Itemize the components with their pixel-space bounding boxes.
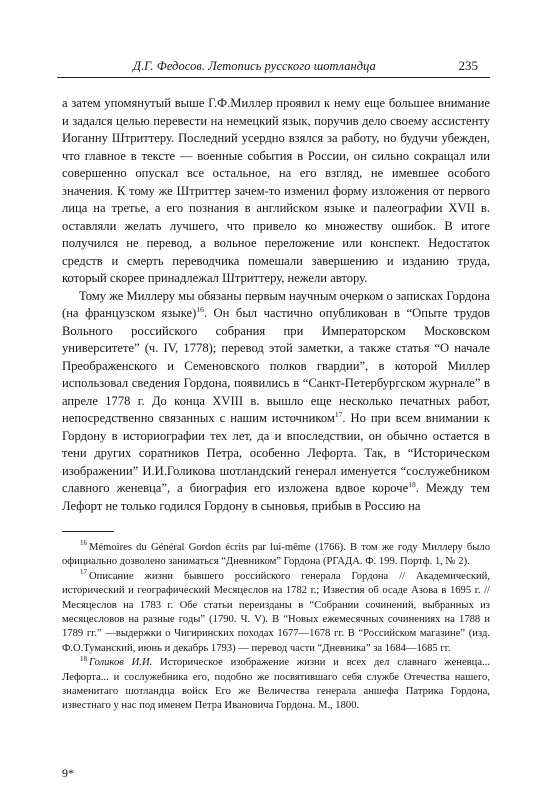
footnote-number: 18 [80,654,87,663]
footnote-17 [62,570,490,656]
paragraph-2-part-4: . Между тем Лефорт не только годился Гордону в сыновья, прибыв в Россию на [62,481,490,513]
footnote-ref-18[interactable]: 18 [408,479,416,489]
printer-signature-mark: 9* [62,766,74,780]
footnote-16 [62,541,490,570]
footnote-number: 16 [80,539,87,548]
paragraph-1: а затем упомянутый выше Г.Ф.Миллер проявил к нему еще большее внимание и задался целью перевести на немецкий язык, поручив дело своему ассистенту Иоганну Штриттеру. Последний усердно взялся за работу, но будучи убежден, что главное в тексте — военные события в России, он сильно сокращал или совершенно опускал все остальное, на его взгляд, не имевшее особого значения. К тому же Штриттер зачем-то изменил форму изложения от первого лица на третье, а его познания в английском языке и палеографии XVII в. оставляли желать лучшего, что привело ко множеству ошибок. В итоге получился не перевод, а вольное переложение или конспект. Недостаток средств и смерть переводчика помешали завершению и изданию труда, который скорее принадлежал Штриттеру, нежели автору. [62,96,490,285]
paragraph-2 [62,288,490,516]
page-number: 235 [458,58,478,73]
running-title: Д.Г. Федосов. Летопись русского шотландца [133,59,376,73]
paragraph-2-part-3: . Но при всем внимании к Гордону в историографии тех лет, да и впоследствии, он обычно остается в тени других соратников Петра, особенно Лефорта. Так, в “Историческом изображении” И.И.Голикова шотландский генерал именуется “сослужебником славного женевца”, а биография его изложена вдвое короче [62,411,490,495]
paragraph-2-part-2: . Он был частично опубликован в “Опыте трудов Вольного российского собрания при Императорском Московском университете” (ч. IV, 1778); перевод этой заметки, а также статья “О начале Преображенского и Семеновского полков гвардии”, в которой Миллер использовал сведения Гордона, появились в “Санкт-Петербургском журнале” в апреле 1778 г. До конца XVIII в. вышло еще несколько печатных работ, непосредственно связанных с нашим источником [62,306,491,425]
footnote-ref-16[interactable]: 16 [196,304,204,314]
main-text [62,95,490,515]
paragraph-2-part-1: Тому же Миллеру мы обязаны первым научным очерком о записках Гордона (на французском языке) [62,288,490,320]
footnote-divider [62,531,114,532]
footnote-text: Mémoires du Général Gordon écrits par lui-même (1766). В том же году Миллеру было официально дозволено заниматься “Дневником” Гордона (РГАДА. Ф. 199. Портф. 1, № 2). [62,542,490,568]
footnotes [62,541,490,714]
footnote-author: Голиков И.И. [89,657,153,669]
footnote-number: 17 [80,568,87,577]
running-header [57,56,490,78]
footnote-18 [62,656,490,714]
footnote-text: Описание жизни бывшего российского генерала Гордона // Академический, исторический и географический Месяцеслов на 1782 г.; Известия об осаде Азова в 1695 г. // Месяцеслов на 1783 г. Обе статьи переизданы в “Собрании сочинений, выбранных из месяцесловов на разные годы” (1790. Ч. V). В “Новых ежемесячных сочинениях на 1788 и 1789 гг.” —выдержки о Чигиринских походах 1677—1678 гг. В “Российском магазине” (изд. Ф.О.Туманский, июнь и декабрь 1793) — перевод части “Дневника” за 1684—1685 гг. [62,570,490,654]
footnote-ref-17[interactable]: 17 [334,409,343,419]
footnote-text: Историческое изображение жизни и всех дел славнаго женевца... Лефорта... и сослужебника его, подобно же посвятившаго себя службе Отечества нашего, знаменитаго шотландца войск Его же Величества генерала аншефа Патрика Гордона, известнаго у нас под именем Петра Ивановича Гордона. М., 1800. [62,657,490,712]
